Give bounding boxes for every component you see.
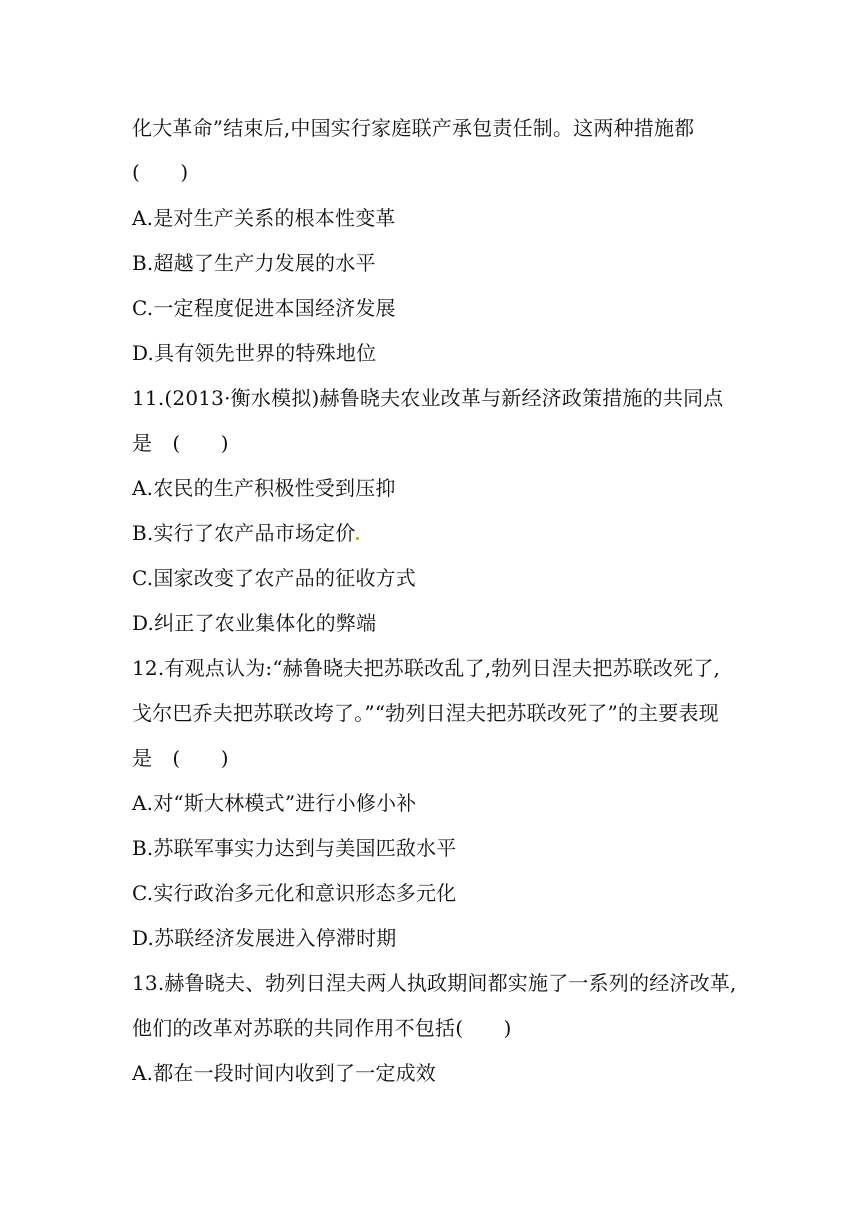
q11-option-d: D.纠正了农业集体化的弊端: [132, 611, 377, 635]
q12-stem-line3: 是 ( ): [132, 746, 229, 770]
q11-stem-line2: 是 ( ): [132, 431, 229, 455]
q13-option-a: A.都在一段时间内收到了一定成效: [132, 1061, 437, 1085]
q10-option-c: C.一定程度促进本国经济发展: [132, 296, 396, 320]
q12-option-a: A.对“斯大林模式”进行小修小补: [132, 791, 417, 815]
q12-option-b: B.苏联军事实力达到与美国匹敌水平: [132, 836, 457, 860]
q11-option-b-row: [132, 521, 359, 545]
q10-answer-blank: ( ): [132, 160, 189, 184]
q11-option-b: B.实行了农产品市场定价: [132, 521, 356, 545]
q11-option-c: C.国家改变了农产品的征收方式: [132, 566, 416, 590]
q11-option-a: A.农民的生产积极性受到压抑: [132, 476, 396, 500]
q12-stem-line2: 戈尔巴乔夫把苏联改垮了。”“勃列日涅夫把苏联改死了”的主要表现: [132, 701, 719, 725]
q12-option-c: C.实行政治多元化和意识形态多元化: [132, 881, 457, 905]
q10-option-a: A.是对生产关系的根本性变革: [132, 206, 396, 230]
q13-stem-line1: 13.赫鲁晓夫、勃列日涅夫两人执政期间都实施了一系列的经济改革,: [132, 971, 737, 995]
q12-option-d: D.苏联经济发展进入停滞时期: [132, 926, 397, 950]
q12-stem-line1: 12.有观点认为:“赫鲁晓夫把苏联改乱了,勃列日涅夫把苏联改死了,: [132, 656, 721, 680]
q10-stem-tail: 化大革命”结束后,中国实行家庭联产承包责任制。这两种措施都: [132, 116, 695, 140]
q13-stem-line2: 他们的改革对苏联的共同作用不包括( ): [132, 1016, 512, 1040]
q10-option-d: D.具有领先世界的特殊地位: [132, 341, 377, 365]
q10-option-b: B.超越了生产力发展的水平: [132, 251, 376, 275]
stray-dot-mark: [356, 537, 359, 540]
q11-stem-line1: 11.(2013·衡水模拟)赫鲁晓夫农业改革与新经济政策措施的共同点: [132, 386, 724, 410]
